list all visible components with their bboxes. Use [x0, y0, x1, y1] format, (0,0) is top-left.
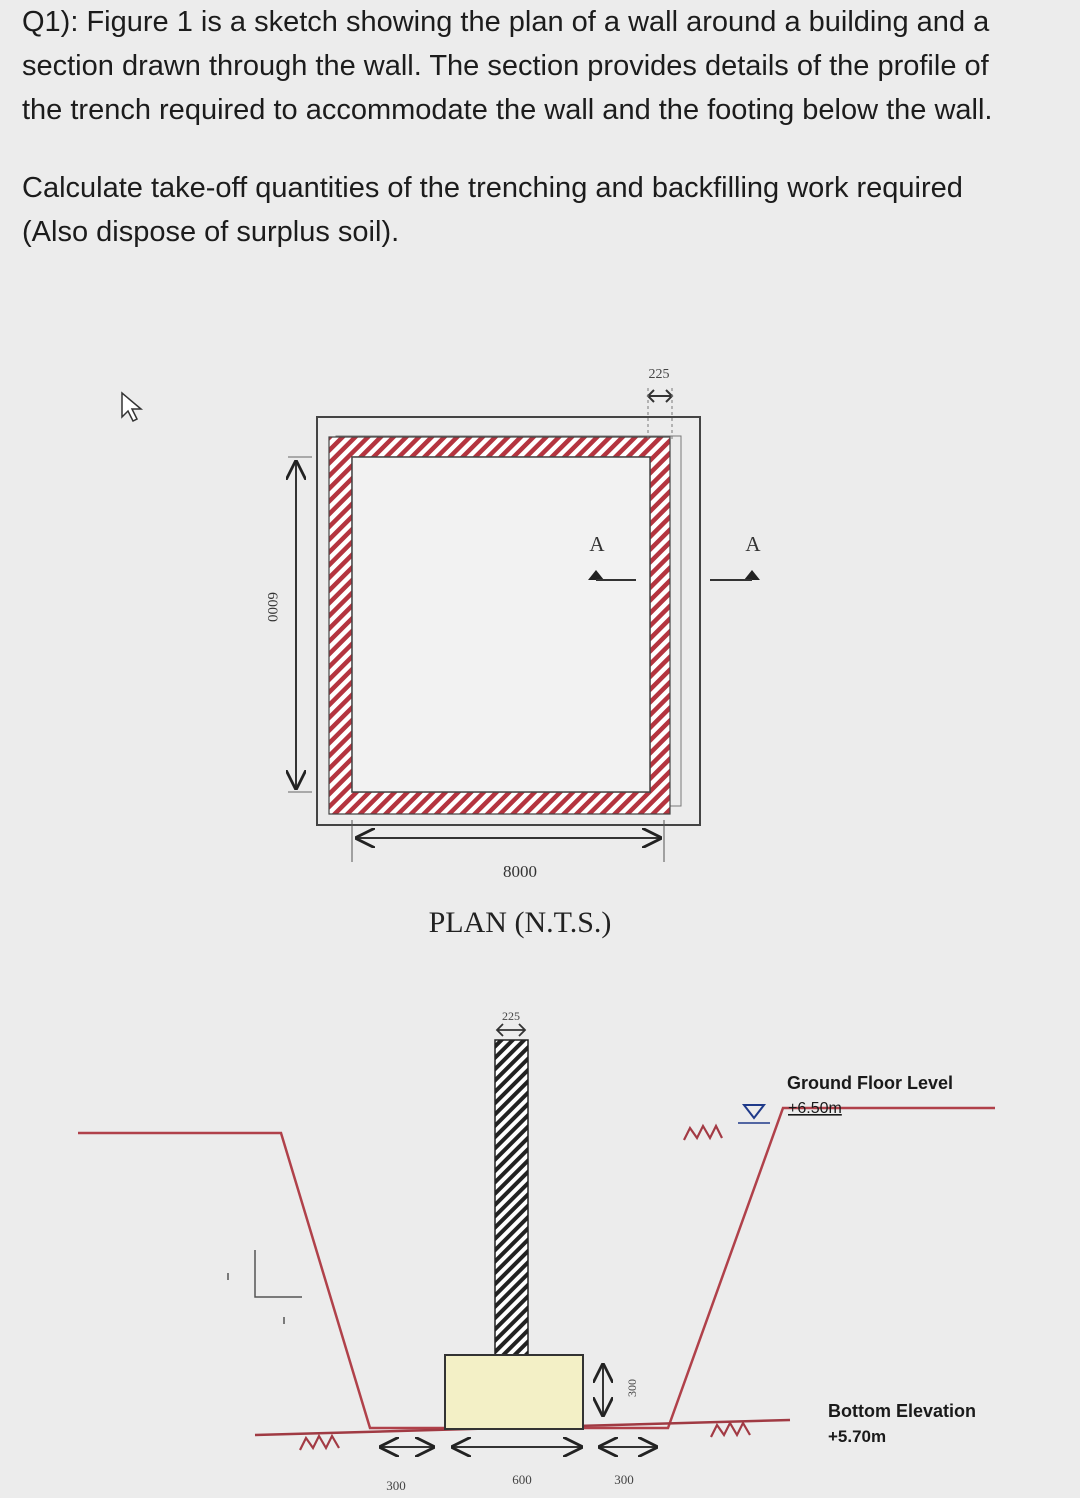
ground-floor-elevation: +6.50m — [788, 1100, 842, 1117]
section-wall-width-label: 225 — [502, 1009, 520, 1023]
plan-height-label: 6000 — [264, 592, 280, 622]
left-gap-label: 300 — [386, 1478, 406, 1493]
ground-floor-label: Ground Floor Level — [787, 1073, 954, 1093]
level-marker-icon — [738, 1105, 770, 1123]
bottom-elevation-label: Bottom Elevation — [828, 1401, 977, 1421]
footing-width-label: 600 — [512, 1472, 532, 1487]
section-wall — [495, 1040, 528, 1356]
bottom-elevation-value: +5.70m — [828, 1427, 887, 1446]
section-footing — [445, 1355, 583, 1429]
plan-width-label: 8000 — [503, 862, 537, 881]
plan-title: PLAN (N.T.S.) — [428, 906, 612, 939]
mouse-cursor-icon — [122, 393, 141, 421]
plan-view — [264, 367, 761, 939]
plan-wall-thickness-label: 225 — [648, 367, 670, 382]
right-gap-label: 300 — [614, 1472, 634, 1487]
section-mark-a-right — [710, 532, 761, 580]
section-view — [78, 1009, 995, 1493]
footing-height-label: 300 — [625, 1379, 639, 1397]
question-paragraph-1: Q1): Figure 1 is a sketch showing the plan of a wall around a building and a section drawn through the wall. The section provides details of the profile of the trench required to accommodate the wall and the footing below the wall. — [22, 6, 993, 126]
question-paragraph-2: Calculate take-off quantities of the trenching and backfilling work required (Also dispose of surplus soil). — [22, 172, 963, 248]
svg-text:A: A — [589, 532, 605, 556]
svg-text:A: A — [745, 532, 761, 556]
